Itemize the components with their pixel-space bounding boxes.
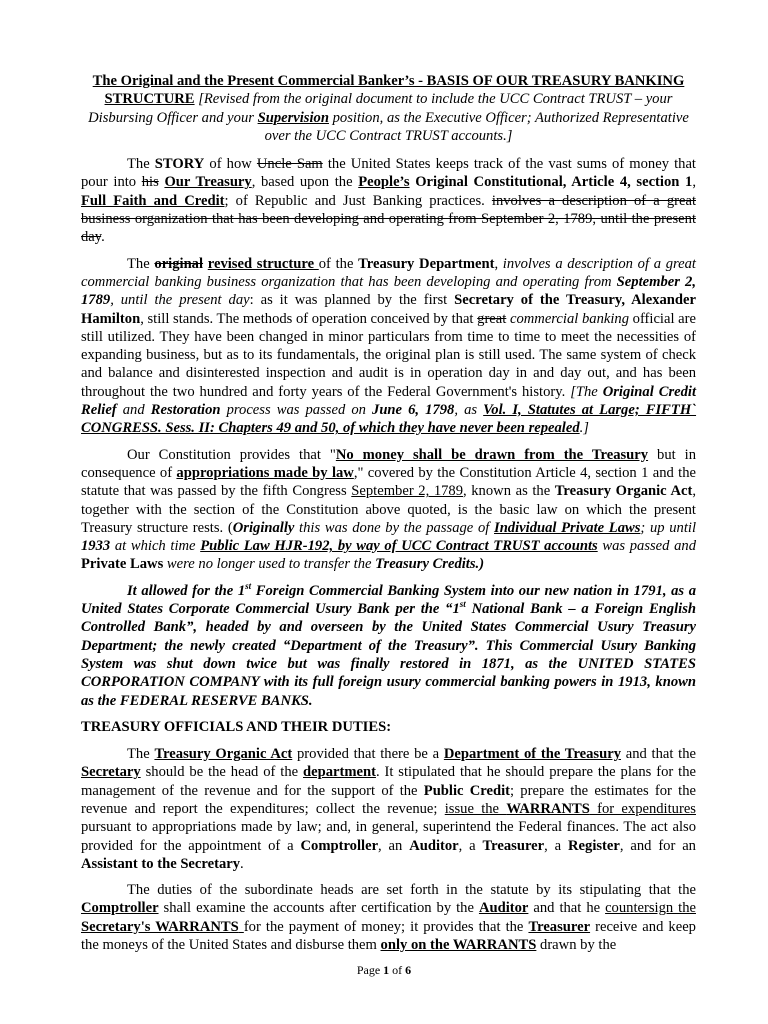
paragraph-story: The STORY of how Uncle Sam the United States keeps track of the vast sums of money that pour into his Our Treasury, based upon the People’s Original Constitutional, Article 4, section 1, Full Faith and Credit; of Republic and Just Banking practices. involves a description of a great business organization that has been developing and operating from September 2, 1789, until the present day. <box>81 156 696 246</box>
title-main: The Original and the Present Commercial Banker’s - BASIS OF OUR TREASURY BANKING STRUCTURE <box>92 73 685 108</box>
document-title <box>81 72 696 145</box>
paragraph-duties: The duties of the subordinate heads are set forth in the statute by its stipulating that the Comptroller shall examine the accounts after certification by the Auditor and that he countersign the Secretary's WARRANTS for the payment of money; it provides that the Treasurer receive and keep the moneys of the United States and disburse them only on the WARRANTS drawn by the <box>81 882 696 954</box>
title-note-supervision: Supervision <box>257 109 329 126</box>
title-note-a: [Revised from the original document to include the UCC Contract TRUST – your Disbursing Officer and your <box>88 91 673 126</box>
paragraph-foreign-banking: It allowed for the 1st Foreign Commercial Banking System into our new nation in 1791, as a United States Corporate Commercial Usury Bank per the “1st National Bank – a Foreign English Controlled Bank”, headed by and overseen by the United States Commercial Usury Treasury Department; the newly created “Department of the Treasury”. This Commercial Usury Banking System was shut down twice but was finally restored in 1871, as the UNITED STATES CORPORATION COMPANY with its full foreign usury commercial banking powers in 1913, known as the FEDERAL RESERVE BANKS. <box>81 580 696 709</box>
page-footer: Page 1 of 6 <box>356 963 412 977</box>
paragraph-organic-act: The Treasury Organic Act provided that there be a Department of the Treasury and that the Secretary should be the head of the department. It stipulated that he should prepare the plans for the management of the revenue and for the support of the Public Credit; prepare the estimates for the revenue and report the expenditures; collect the revenue; issue the WARRANTS for expenditures pursuant to appropriations made by law; and, in general, superintend the Federal finances. The act also provided for the appointment of a Comptroller, an Auditor, a Treasurer, a Register, and for an Assistant to the Secretary. <box>81 746 696 872</box>
paragraph-constitution: Our Constitution provides that "No money shall be drawn from the Treasury but in consequence of appropriations made by law," covered by the Constitution Article 4, section 1 and the statute that was passed by the fifth Congress September 2, 1789, known as the Treasury Organic Act, together with the section of the Constitution above quoted, is the basic law on which the present Treasury structure rests. (Originally this was done by the passage of Individual Private Laws; up until 1933 at which time Public Law HJR-192, by way of UCC Contract TRUST accounts was passed and Private Laws were no longer used to transfer the Treasury Credits.) <box>81 446 697 573</box>
page-total: 6 <box>405 963 412 977</box>
paragraph-structure: The original revised structure of the Treasury Department, involves a description of a great commercial banking business organization that has been developing and operating from September 2, 1789, until the present day: as it was planned by the first Secretary of the Treasury, Alexander Hamilton, still stands. The methods of operation conceived by that great commercial banking official are still utilized. They have been changed in minor particulars from time to time to meet the necessities of expanding business, but as to its fundamentals, the original plan is still used. The same system of check and balance and disinterested inspection and audit is in operation day in and day out, and has been throughout the two hundred and forty years of the Federal Government's history. [The Original Credit Relief and Restoration process was passed on June 6, 1798, as Vol. I, Statutes at Large; FIFTH` CONGRESS. Sess. II: Chapters 49 and 50, of which they have never been repealed.] <box>81 255 697 437</box>
page-number: 1 <box>383 963 390 977</box>
section-heading: TREASURY OFFICIALS AND THEIR DUTIES: <box>81 718 392 735</box>
document-page <box>81 72 696 962</box>
title-note-b: position, as the Executive Officer; Authorized Representative over the UCC Contract TRUST accounts.] <box>264 109 689 144</box>
